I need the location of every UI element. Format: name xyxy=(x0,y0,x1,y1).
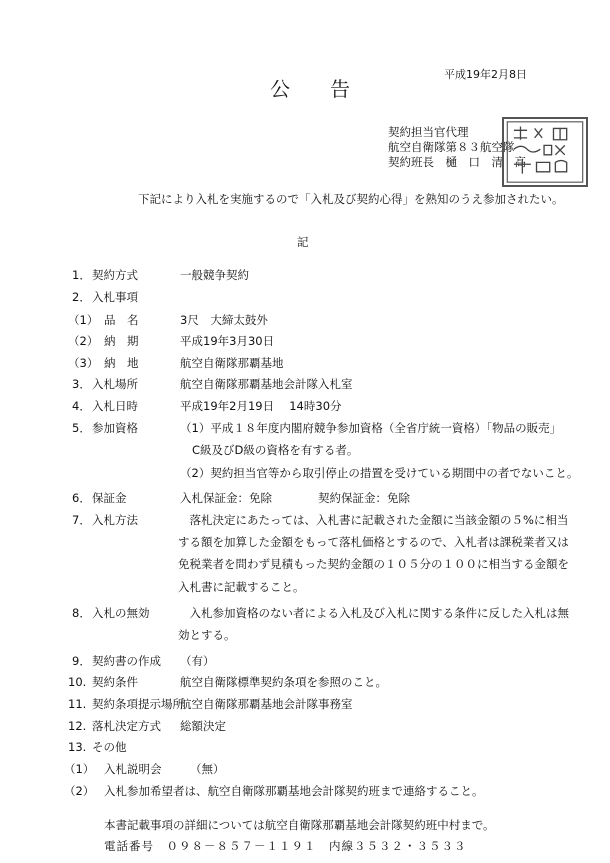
subitem-number: （1） xyxy=(68,313,99,327)
item-label-contract-method: 契約方式 xyxy=(92,268,138,282)
item-number: 4． xyxy=(72,399,91,413)
bid-method-line-1: 落札決定にあたっては、入札書に記載された金額に当該金額の５%に相当 xyxy=(178,513,569,527)
qualification-line-1: （1）平成１８年度内閣府競争参加資格（全省庁統一資格）「物品の販売」 xyxy=(180,421,562,435)
official-seal xyxy=(502,117,588,187)
item-label-bid-datetime: 入札日時 xyxy=(92,399,138,413)
footer-details: 本書記載事項の詳細については航空自衛隊那覇基地会計隊契約班中村まで。 xyxy=(104,818,495,832)
item-value-bid-datetime: 平成19年2月19日 14時30分 xyxy=(180,399,342,413)
footer-phone: 電話番号 ０９８－８５７－１１９１ 内線３５３２・３５３３ xyxy=(104,839,467,853)
item-number: 1． xyxy=(72,268,91,282)
issuer-unit: 航空自衛隊第８３航空隊 xyxy=(388,140,515,154)
subitem-label-delivery-place: 納 地 xyxy=(104,356,139,370)
item-value-bid-place: 航空自衛隊那覇基地会計隊入札室 xyxy=(180,377,353,391)
qualification-line-2: C級及びD級の資格を有する者。 xyxy=(192,443,359,457)
page-title: 公告 xyxy=(270,77,390,101)
item-label-other: その他 xyxy=(92,740,127,754)
item-label-invalid-bid: 入札の無効 xyxy=(92,606,150,620)
item-label-award-method: 落札決定方式 xyxy=(92,719,161,733)
item-number: 5． xyxy=(72,421,91,435)
item-number: 2． xyxy=(72,290,91,304)
subitem-number: （3） xyxy=(68,356,99,370)
seal-stamp-graphic xyxy=(504,119,586,185)
bid-method-line-3: 免税業者を問わず見積もった契約金額の１０５分の１００に相当する金額を xyxy=(178,557,569,571)
item-label-bid-place: 入札場所 xyxy=(92,377,138,391)
subitem-value-contact: 入札参加希望者は、航空自衛隊那覇基地会計隊契約班まで連絡すること。 xyxy=(104,784,484,798)
subitem-value-product: 3尺 大締太鼓外 xyxy=(180,313,268,327)
item-number: 11. xyxy=(68,697,87,711)
item-number: 12. xyxy=(68,719,87,733)
bid-method-line-2: する額を加算した金額をもって落札価格とするので、入札者は課税業者又は xyxy=(178,535,569,549)
item-value-contract-conditions: 航空自衛隊標準契約条項を参照のこと。 xyxy=(180,675,387,689)
subitem-number: （2） xyxy=(64,784,95,798)
item-value-contract-document: （有） xyxy=(180,654,215,668)
item-value-contract-method: 一般競争契約 xyxy=(180,268,249,282)
subitem-label-briefing: 入札説明会 xyxy=(104,762,162,776)
item-value-award-method: 総額決定 xyxy=(180,719,226,733)
item-label-deposit: 保証金 xyxy=(92,491,127,505)
item-label-terms-location: 契約条項提示場所 xyxy=(92,697,184,711)
item-label-bid-matters: 入札事項 xyxy=(92,290,138,304)
subitem-value-delivery-place: 航空自衛隊那覇基地 xyxy=(180,356,284,370)
item-number: 3． xyxy=(72,377,91,391)
subitem-label-product: 品 名 xyxy=(104,313,139,327)
item-value-deposit: 入札保証金：免除 契約保証金：免除 xyxy=(180,491,410,505)
issuer-name: 契約班長 樋 口 清 高 xyxy=(388,155,526,169)
subitem-number: （1） xyxy=(64,762,95,776)
item-value-terms-location: 航空自衛隊那覇基地会計隊事務室 xyxy=(180,697,353,711)
subitem-number: （2） xyxy=(68,334,99,348)
item-label-bid-method: 入札方法 xyxy=(92,513,138,527)
intro-text: 下記により入札を実施するので「入札及び契約心得」を熟知のうえ参加されたい。 xyxy=(138,192,564,206)
subitem-value-briefing: （無） xyxy=(190,762,225,776)
subitem-label-deadline: 納 期 xyxy=(104,334,139,348)
invalid-bid-line-1: 入札参加資格のない者による入札及び入札に関する条件に反した入札は無 xyxy=(178,606,569,620)
item-number: 13. xyxy=(68,740,87,754)
issuer-title: 契約担当官代理 xyxy=(388,125,469,139)
item-label-contract-conditions: 契約条件 xyxy=(92,675,138,689)
item-number: 6． xyxy=(72,491,91,505)
item-number: 9． xyxy=(72,654,91,668)
bid-method-line-4: 入札書に記載すること。 xyxy=(178,580,305,594)
invalid-bid-line-2: 効とする。 xyxy=(178,628,236,642)
item-number: 7． xyxy=(72,513,91,527)
notice-date: 平成19年2月8日 xyxy=(444,68,527,81)
qualification-line-3: （2）契約担当官等から取引停止の措置を受けている期間中の者でないこと。 xyxy=(180,466,579,480)
item-number: 8． xyxy=(72,606,91,620)
item-number: 10. xyxy=(68,675,87,689)
item-label-qualification: 参加資格 xyxy=(92,421,138,435)
subitem-value-deadline: 平成19年3月30日 xyxy=(180,334,275,348)
ki-heading: 記 xyxy=(297,235,309,249)
item-label-contract-document: 契約書の作成 xyxy=(92,654,161,668)
